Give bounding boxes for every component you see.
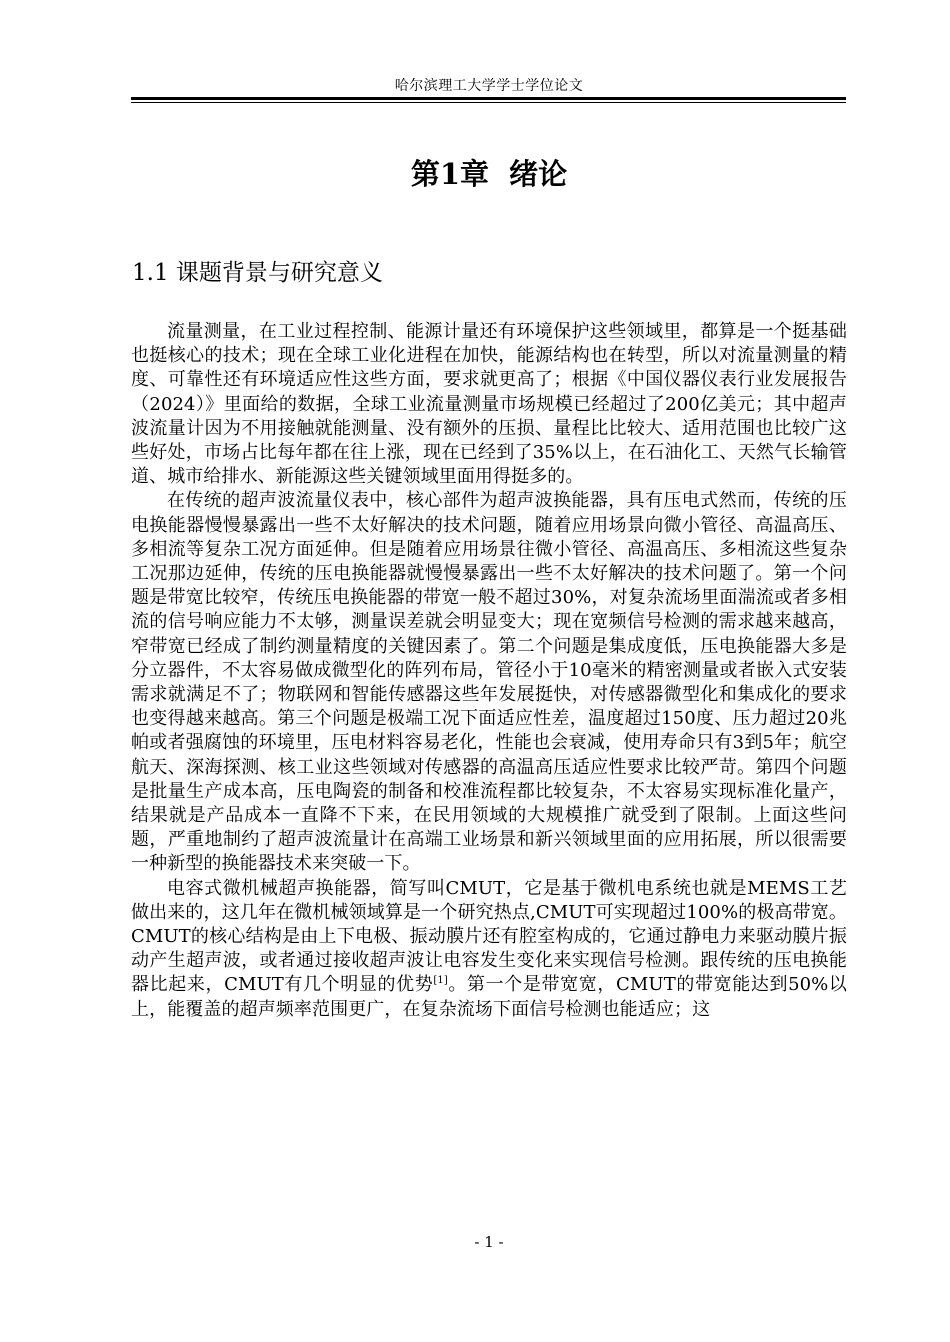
paragraph-3-text-after-citation: 。第一个是带宽宽，CMUT的带宽能达到50%以上，能覆盖的超声频率范围更广，在复杂流场下面信号检测也能适应；这 [131,974,848,1020]
paragraph-3 [131,877,847,1022]
running-header: 哈尔滨理工大学学士学位论文 [394,78,584,94]
header-rule-thin [131,102,846,103]
paragraph-3-text-before-citation: 电容式微机械超声换能器，简写叫CMUT，它是基于微机电系统也就是MEMS工艺做出来的，这几年在微机械领域算是一个研究热点,CMUT可实现超过100%的极高带宽。CMUT的核心结构是由上下电极、振动膜片还有腔室构成的，它通过静电力来驱动膜片振动产生超声波，或者通过接收超声波让电容发生变化来实现信号检测。跟传统的压电换能器比起来，CMUT有几个明显的优势 [131,877,847,996]
page-number: - 1 - [474,1233,504,1251]
body-text [131,320,847,1022]
header-rule-thick [131,97,846,100]
paragraph-1: 流量测量，在工业过程控制、能源计量还有环境保护这些领域里，都算是一个挺基础也挺核心的技术；现在全球工业化进程在加快，能源结构也在转型，所以对流量测量的精度、可靠性还有环境适应性这些方面，要求就更高了；根据《中国仪器仪表行业发展报告（2024）》里面给的数据，全球工业流量测量市场规模已经超过了200亿美元；其中超声波流量计因为不用接触就能测量、没有额外的压损、量程比比较大、适用范围也比较广这些好处，市场占比每年都在往上涨，现在已经到了35%以上，在石油化工、天然气长输管道、城市给排水、新能源这些关键领域里面用得挺多的。 [131,321,847,488]
paragraph-2: 在传统的超声波流量仪表中，核心部件为超声波换能器，具有压电式然而，传统的压电换能器慢慢暴露出一些不太好解决的技术问题，随着应用场景向微小管径、高温高压、多相流等复杂工况方面延伸。但是随着应用场景往微小管径、高温高压、多相流这些复杂工况那边延伸，传统的压电换能器就慢慢暴露出一些不太好解决的技术问题了。第一个问题是带宽比较窄，传统压电换能器的带宽一般不超过30%，对复杂流场里面湍流或者多相流的信号响应能力不太够，测量误差就会明显变大；现在宽频信号检测的需求越来越高，窄带宽已经成了制约测量精度的关键因素了。第二个问题是集成度低，压电换能器大多是分立器件，不太容易做成微型化的阵列布局，管径小于10毫米的精密测量或者嵌入式安装需求就满足不了；物联网和智能传感器这些年发展挺快，对传感器微型化和集成化的要求也变得越来越高。第三个问题是极端工况下面适应性差，温度超过150度、压力超过20兆帕或者强腐蚀的环境里，压电材料容易老化，性能也会衰减，使用寿命只有3到5年；航空航天、深海探测、核工业这些领域对传感器的高温高压适应性要求比较严苛。第四个问题是批量生产成本高，压电陶瓷的制备和校准流程都比较复杂，不太容易实现标准化量产，结果就是产品成本一直降不下来，在民用领域的大规模推广就受到了限制。上面这些问题，严重地制约了超声波流量计在高端工业场景和新兴领域里面的应用拓展，所以很需要一种新型的换能器技术来突破一下。 [131,490,847,875]
chapter-title: 第1章 绪论 [410,157,568,191]
section-title: 1.1 课题背景与研究意义 [132,260,383,286]
citation-reference: [1] [433,975,448,987]
